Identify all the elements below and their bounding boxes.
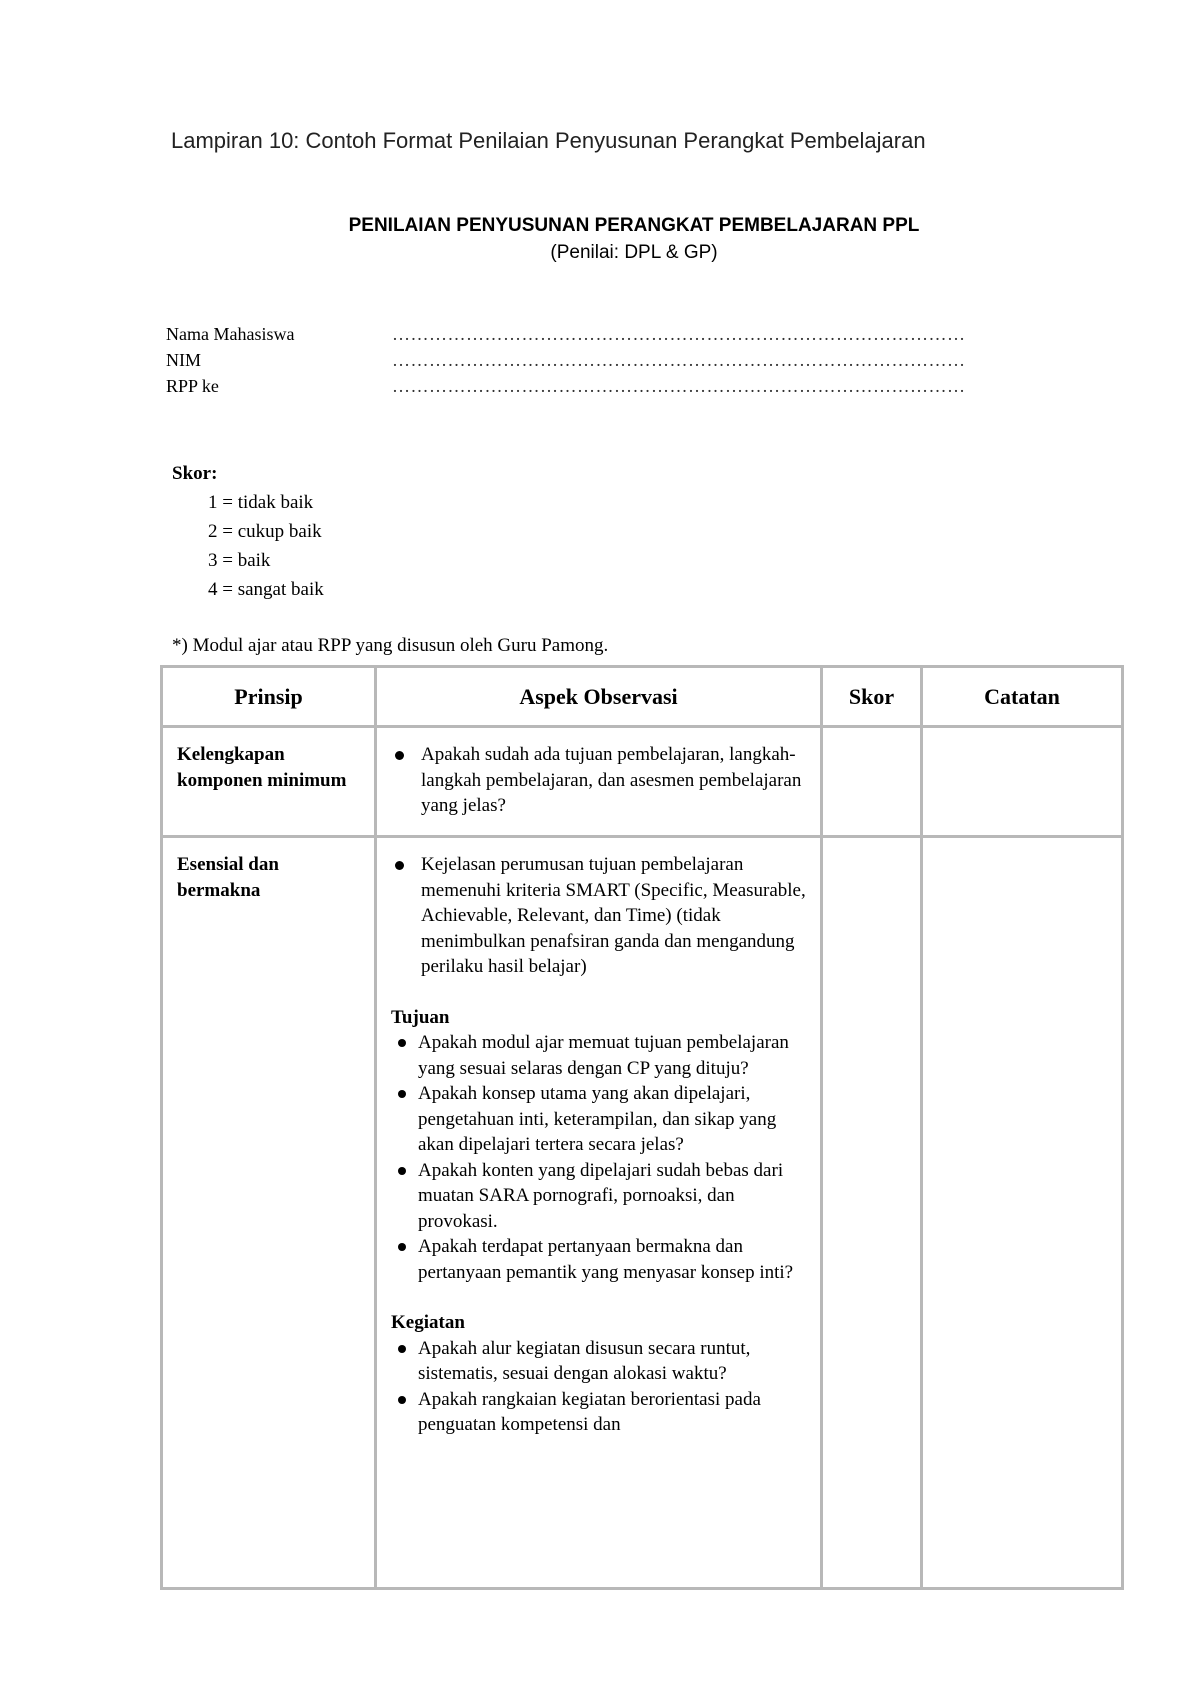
list-item	[391, 1030, 810, 1081]
bullet-icon	[398, 1243, 406, 1251]
table-row	[162, 727, 1123, 837]
bullet-icon	[398, 1345, 406, 1353]
list-item	[391, 1234, 810, 1285]
aspek-cell	[376, 837, 822, 1589]
prinsip-cell	[162, 727, 376, 837]
nama-label: Nama Mahasiswa	[166, 324, 295, 344]
bullet-icon	[398, 1396, 406, 1404]
prinsip-label: Kelengkapan komponen minimum	[177, 744, 347, 791]
document-title: PENILAIAN PENYUSUNAN PERANGKAT PEMBELAJARAN PPL	[348, 215, 920, 236]
list-item-text: Apakah sudah ada tujuan pembelajaran, langkah-langkah pembelajaran, dan asesmen pembelajaran yang jelas?	[421, 744, 802, 816]
header-catatan: Catatan	[922, 667, 1123, 727]
list-item	[391, 852, 810, 980]
document-subtitle: (Penilai: DPL & GP)	[550, 242, 718, 263]
header-prinsip: Prinsip	[162, 667, 376, 727]
identity-section	[166, 321, 1106, 399]
skor-item-1: 1 = tidak baik	[208, 492, 314, 513]
nim-label: NIM	[166, 350, 201, 370]
catatan-cell[interactable]	[922, 837, 1123, 1589]
header-aspek-observasi: Aspek Observasi	[376, 667, 822, 727]
bullet-icon	[395, 861, 404, 870]
list-item-text: Apakah alur kegiatan disusun secara runtut, sistematis, sesuai dengan alokasi waktu?	[418, 1337, 751, 1384]
list-item	[391, 742, 810, 819]
skor-item-4: 4 = sangat baik	[208, 579, 324, 600]
catatan-cell[interactable]	[922, 727, 1123, 837]
skor-cell[interactable]	[822, 727, 922, 837]
list-item	[391, 1158, 810, 1235]
nama-field[interactable]: …………………………………………………………………………………	[392, 324, 966, 344]
nim-field[interactable]: …………………………………………………………………………………	[392, 350, 966, 370]
prinsip-cell	[162, 837, 376, 1589]
rpp-field[interactable]: …………………………………………………………………………………	[392, 376, 966, 396]
list-item	[391, 1081, 810, 1158]
table-header-row	[162, 667, 1123, 727]
list-item	[391, 1336, 810, 1387]
observation-table	[160, 665, 1124, 1590]
list-item-text: Apakah modul ajar memuat tujuan pembelajaran yang sesuai selaras dengan CP yang dituju?	[418, 1032, 789, 1079]
bullet-icon	[398, 1167, 406, 1175]
skor-legend	[172, 460, 324, 604]
rpp-label: RPP ke	[166, 376, 219, 396]
list-item-text: Apakah konsep utama yang akan dipelajari, pengetahuan inti, keterampilan, dan sikap yang akan dipelajari tertera secara jelas?	[418, 1083, 777, 1155]
prinsip-label: Esensial dan bermakna	[177, 854, 279, 901]
identity-row-nim	[166, 347, 1106, 373]
table-row	[162, 837, 1123, 1589]
list-item-text: Apakah terdapat pertanyaan bermakna dan pertanyaan pemantik yang menyasar konsep inti?	[418, 1236, 794, 1283]
skor-item-2: 2 = cukup baik	[208, 521, 322, 542]
footnote: *) Modul ajar atau RPP yang disusun oleh Guru Pamong.	[172, 635, 609, 656]
list-item	[391, 1387, 810, 1438]
skor-title: Skor:	[172, 463, 218, 484]
list-item-text: Apakah konten yang dipelajari sudah bebas dari muatan SARA pornografi, pornoaksi, dan provokasi.	[418, 1159, 784, 1232]
tujuan-heading: Tujuan	[391, 1006, 450, 1028]
bullet-icon	[398, 1090, 406, 1098]
list-item-text: Kejelasan perumusan tujuan pembelajaran memenuhi kriteria SMART (Specific, Measurable, Achievable, Relevant, dan Time) (tidak menimbulkan penafsiran ganda dan mengandung perilaku hasil belajar)	[421, 854, 806, 977]
skor-item-3: 3 = baik	[208, 550, 271, 571]
aspek-cell	[376, 727, 822, 837]
header-skor: Skor	[822, 667, 922, 727]
kegiatan-heading: Kegiatan	[391, 1312, 465, 1333]
identity-row-nama	[166, 321, 1106, 347]
skor-cell[interactable]	[822, 837, 922, 1589]
identity-row-rpp	[166, 373, 1106, 399]
list-item-text: Apakah rangkaian kegiatan berorientasi pada penguatan kompetensi dan	[418, 1388, 761, 1435]
lampiran-heading: Lampiran 10: Contoh Format Penilaian Penyusunan Perangkat Pembelajaran	[171, 128, 926, 153]
bullet-icon	[398, 1039, 406, 1047]
bullet-icon	[395, 751, 404, 760]
